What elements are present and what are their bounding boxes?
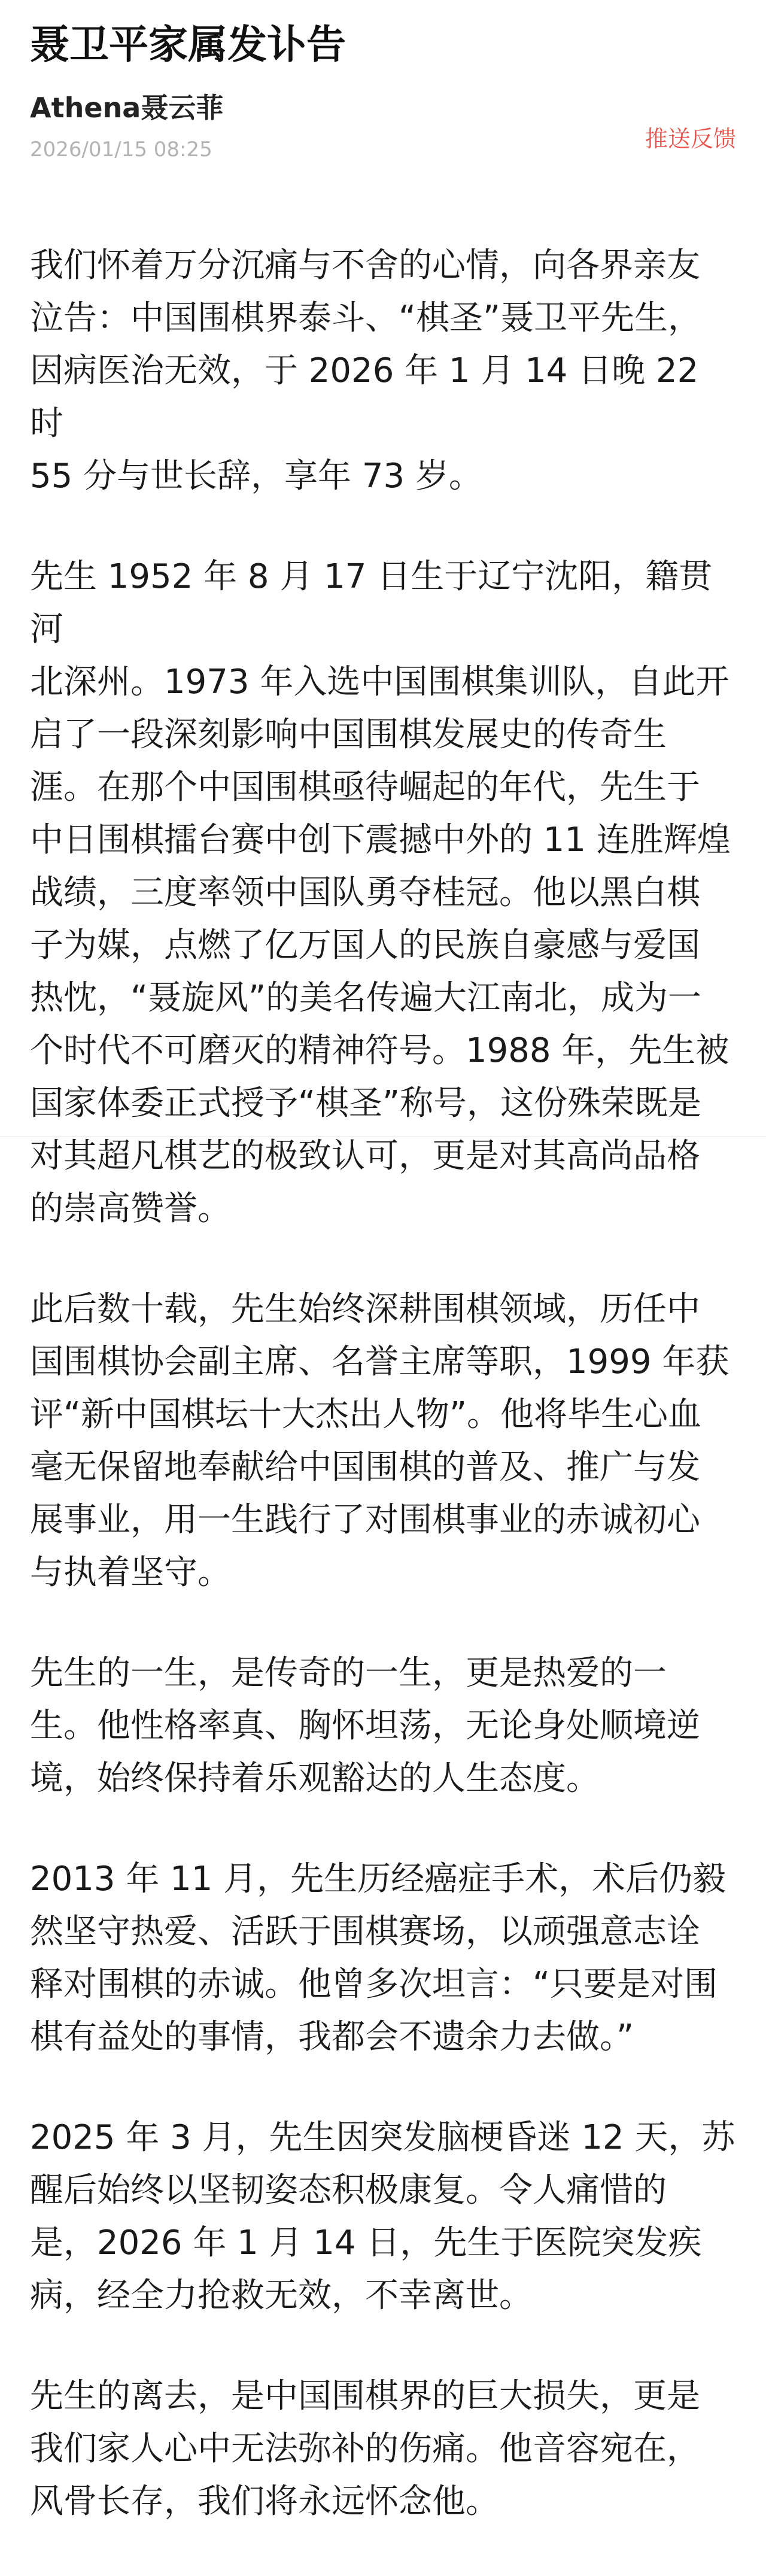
paragraph-announcement: 我们怀着万分沉痛与不舍的心情，向各界亲友 泣告：中国围棋界泰斗、“棋圣”聂卫平先生， 因病医治无效，于 2026 年 1 月 14 日晚 22 时 55 分与世长辞，享年 73 岁。 (30, 246, 702, 496)
paragraph-later-career: 此后数十载，先生始终深耕围棋领域，历任中 国围棋协会副主席、名誉主席等职，1999 年获 评“新中国棋坛十大杰出人物”。他将毕生心血 毫无保留地奉献给中国围棋的普及、推广与发 展事业，用一生践行了对围棋事业的赤诚初心 与执着坚守。 (30, 1290, 729, 1592)
paragraph-2013-surgery: 2013 年 11 月，先生历经癌症手术，术后仍毅 然坚守热爱、活跃于围棋赛场，以顽强意志诠 释对围棋的赤诚。他曾多次坦言：“只要是对围 棋有益处的事情，我都会不遗余力去做。” (30, 1860, 727, 2056)
article-body (30, 239, 736, 2576)
paragraph-farewell: 先生的离去，是中国围棋界的巨大损失，更是 我们家人心中无法弥补的伤痛。他音容宛在， 风骨长存，我们将永远怀念他。 (30, 2377, 700, 2521)
publish-timestamp: 2026/01/15 08:25 (30, 138, 212, 162)
author-name[interactable]: Athena聂云菲 (30, 92, 224, 124)
article-title: 聂卫平家属发讣告 (30, 22, 346, 68)
feedback-link[interactable]: 推送反馈 (645, 126, 736, 152)
paragraph-early-career: 先生 1952 年 8 月 17 日生于辽宁沈阳，籍贯河 北深州。1973 年入选中国围棋集训队，自此开 启了一段深刻影响中国围棋发展史的传奇生 涯。在那个中国围棋亟待崛起的年代，先生于 中日围棋擂台赛中创下震撼中外的 11 连胜辉煌 战绩，三度率领中国队勇夺桂冠。他以黑白棋 子为媒，点燃了亿万国人的民族自豪感与爱国 热忱，“聂旋风”的美名传遍大江南北，成为一 个时代不可磨灭的精神符号。1988 年，先生被 国家体委正式授予“棋圣”称号，这份殊荣既是 对其超凡棋艺的极致认可，更是对其高尚品格 的崇高赞誉。 (30, 557, 731, 1228)
paragraph-character: 先生的一生，是传奇的一生，更是热爱的一 生。他性格率真、胸怀坦荡，无论身处顺境逆 境，始终保持着乐观豁达的人生态度。 (30, 1654, 700, 1798)
paragraph-2025-illness: 2025 年 3 月，先生因突发脑梗昏迷 12 天，苏 醒后始终以坚韧姿态积极康复。令人痛惜的 是，2026 年 1 月 14 日，先生于医院突发疾 病，经全力抢救无效，不幸离世。 (30, 2118, 735, 2315)
